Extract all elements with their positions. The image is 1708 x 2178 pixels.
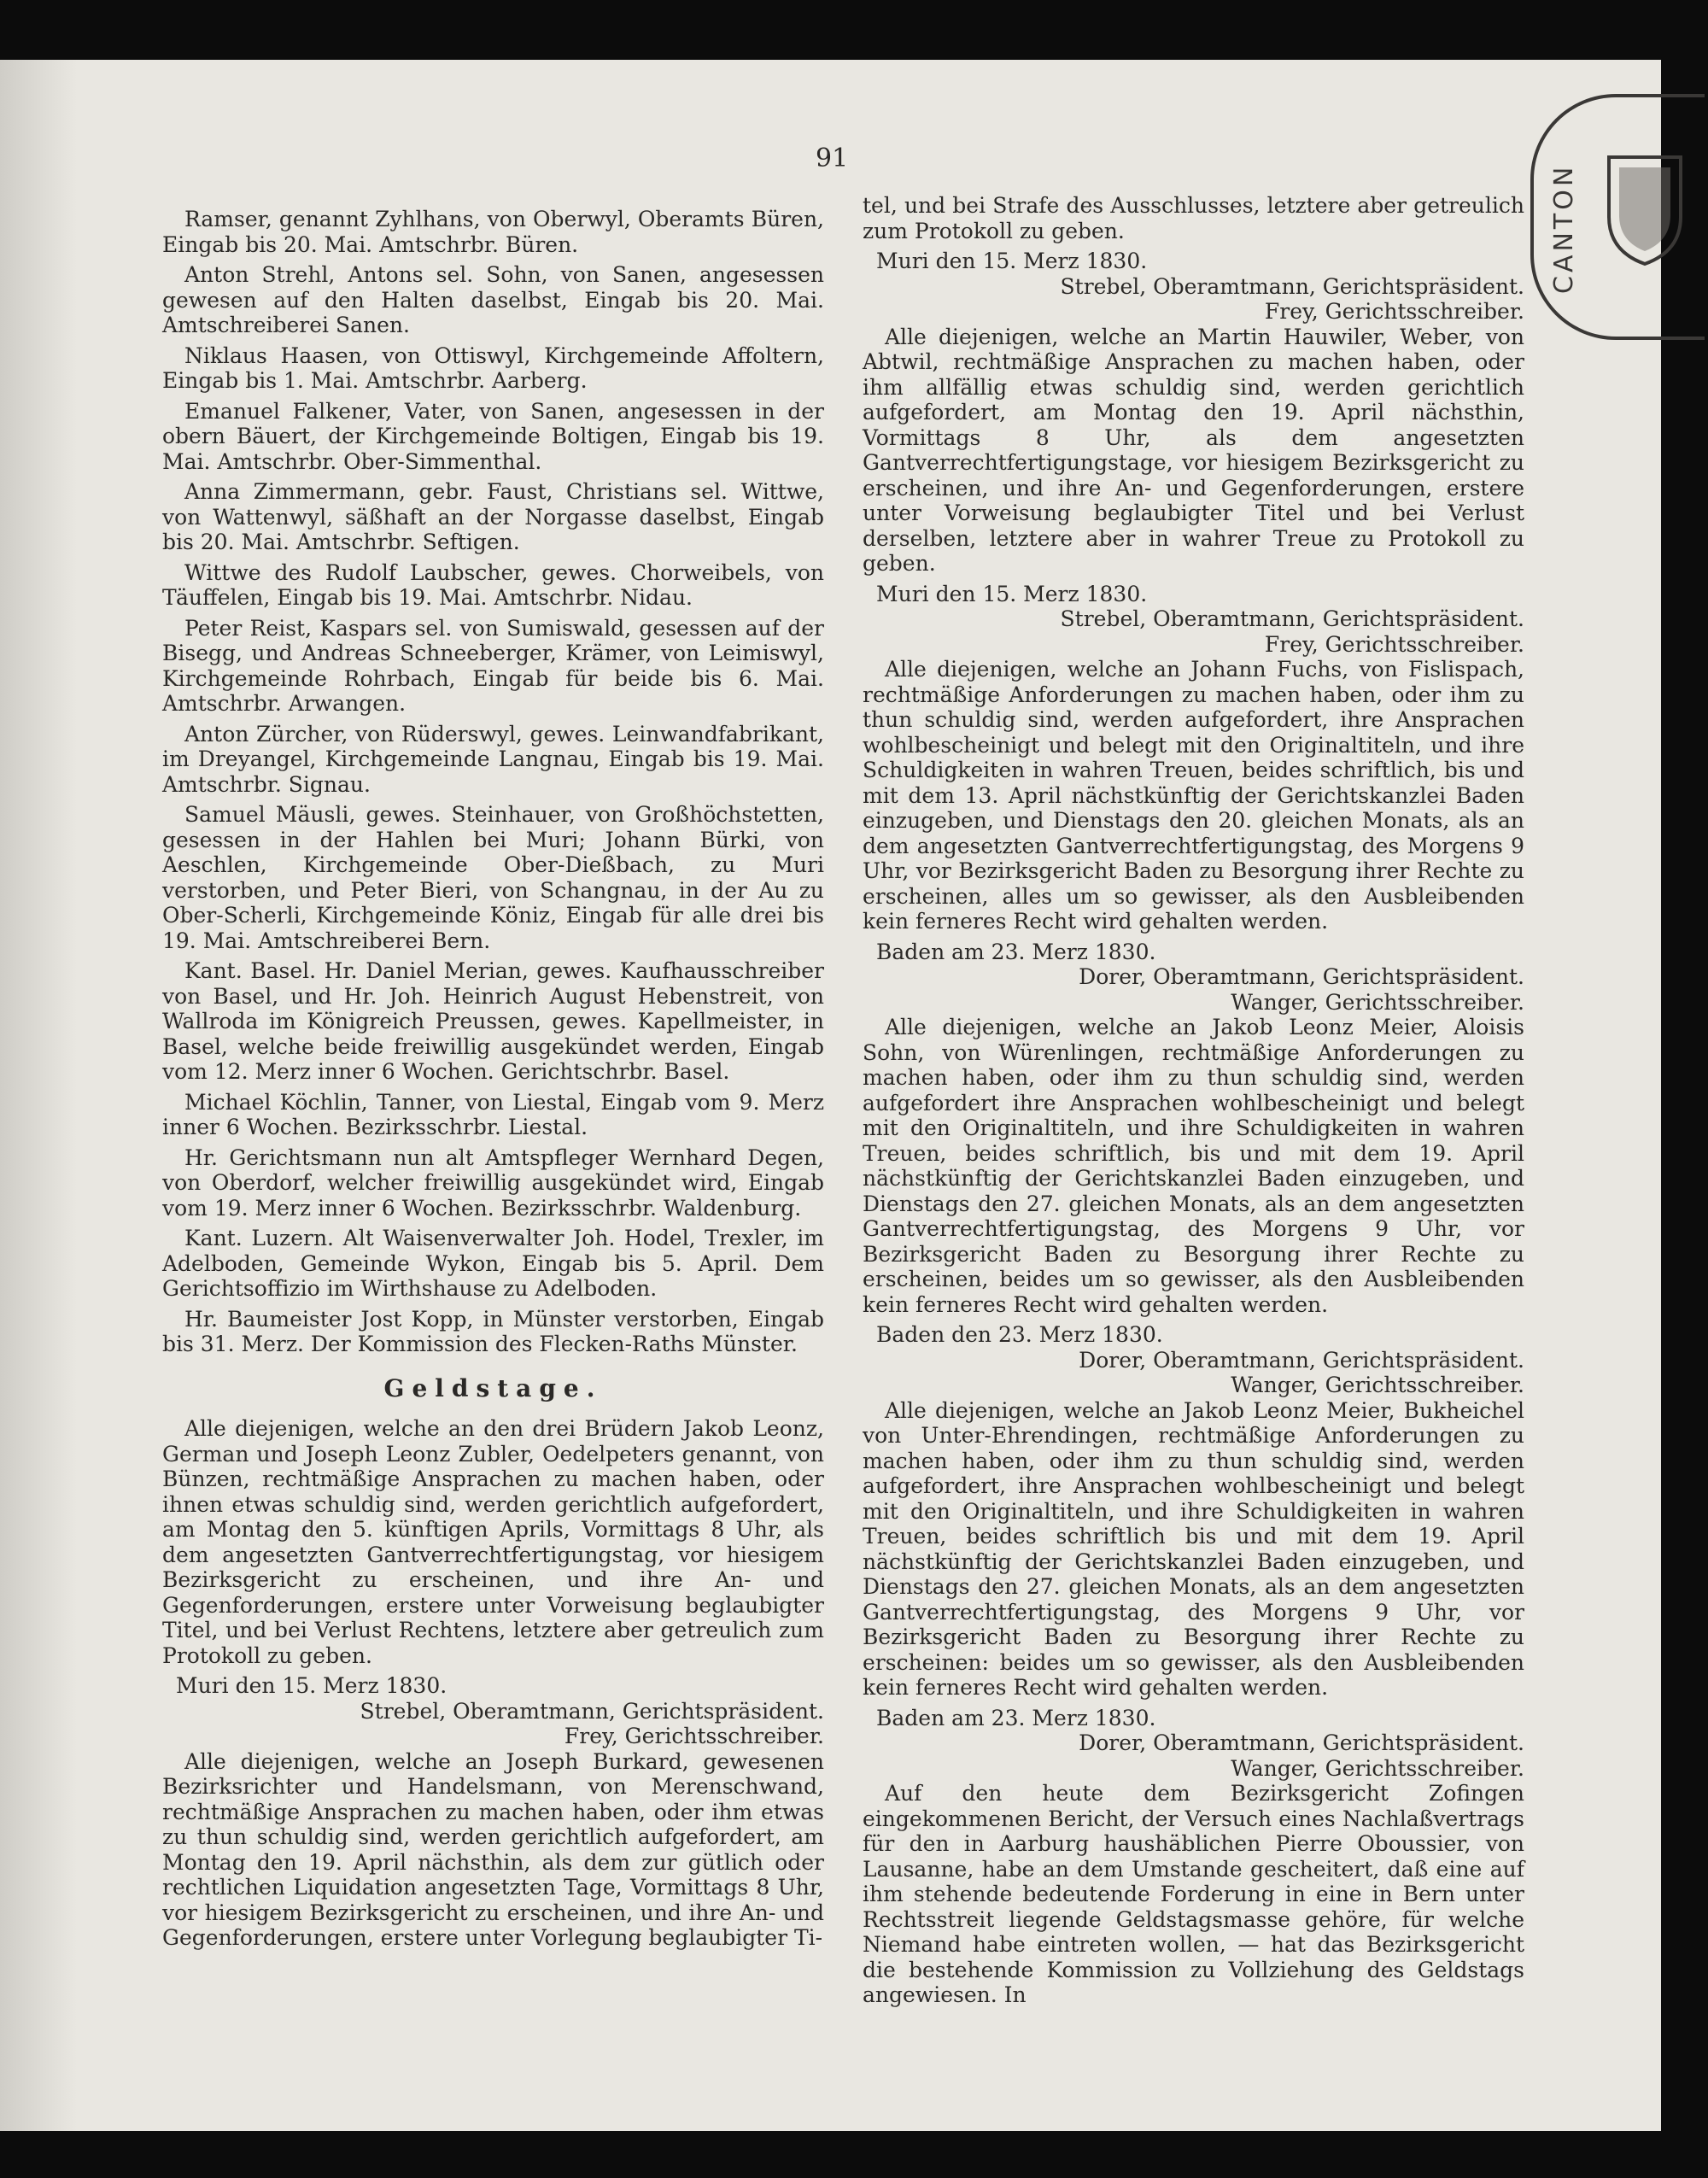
notice-paragraph: Anna Zimmermann, gebr. Faust, Christians sel. Wittwe, von Wattenwyl, säßhaft an der Norgasse daselbst, Eingab bis 20. Mai. Amtschrbr. Seftigen. xyxy=(162,479,824,554)
section-heading: Geldstage. xyxy=(383,1373,603,1402)
signature-line: Frey, Gerichtsschreiber. xyxy=(564,1724,824,1748)
notice-paragraph: Michael Köchlin, Tanner, von Liestal, Eingab vom 9. Merz inner 6 Wochen. Bezirksschrbr. Liestal. xyxy=(162,1089,824,1139)
page-number: 91 xyxy=(816,143,849,173)
notice-paragraph: Alle diejenigen, welche an Jakob Leonz Meier, Aloisis Sohn, von Würenlingen, rechtmäßige Anforderungen zu machen haben, oder ihm zu thun schuldig sind, werden aufgefordert ihre Ansprachen wohlbescheinigt und belegt mit den Originaltiteln, und ihre Schuldigkeiten in wahren Treuen, beides schriftlich, bis und mit dem 19. April nächstkünftig der Gerichtskanzlei Baden einzugeben, und Dienstags den 27. gleichen Monats, als an dem angesetzten Gantverrechtfertigungstag, des Morgens 9 Uhr, vor Bezirksgericht Baden zu Besorgung ihrer Rechte zu erscheinen, beides um so gewisser, als den Ausbleibenden kein ferneres Recht wird gehalten werden. xyxy=(863,1015,1524,1317)
signature-line: Wanger, Gerichtsschreiber. xyxy=(1231,989,1524,1015)
notice-paragraph: Anton Zürcher, von Rüderswyl, gewes. Leinwandfabrikant, im Dreyangel, Kirchgemeinde Langnau, Eingab bis 19. Mai. Amtschrbr. Signau. xyxy=(162,721,824,797)
signature-line: Wanger, Gerichtsschreiber. xyxy=(1231,1373,1524,1397)
signature-line: Strebel, Oberamtmann, Gerichtspräsident. xyxy=(1060,606,1524,631)
left-column xyxy=(162,207,824,1956)
notice-paragraph: Anton Strehl, Antons sel. Sohn, von Sanen, angesessen gewesen auf den Halten daselbst, Eingab bis 20. Mai. Amtschreiberei Sanen. xyxy=(162,262,824,337)
notice-paragraph: tel, und bei Strafe des Ausschlusses, letztere aber getreulich zum Protokoll zu geben. xyxy=(863,193,1524,243)
notice-paragraph: Alle diejenigen, welche an Jakob Leonz Meier, Bukheichel von Unter-Ehrendingen, rechtmäßige Anforderungen zu machen haben, oder ihm zu thun schuldig sind, werden aufgefordert, ihre Ansprachen wohlbescheinigt und belegt mit den Originaltiteln, und ihre Schuldigkeiten in wahren Treuen, beides schriftlich bis und mit dem 19. April nächstkünftig der Gerichtskanzlei Baden einzugeben, und Dienstags den 27. gleichen Monats, als an dem angesetzten Gantverrechtfertigungstag, des Morgens 9 Uhr, vor Bezirksgericht Baden zu Besorgung ihrer Rechte zu erscheinen: beides um so gewisser, als den Ausbleibenden kein ferneres Recht wird gehalten werden. xyxy=(863,1397,1524,1700)
notice-date: Muri den 15. Merz 1830. xyxy=(176,1673,447,1698)
shield-icon xyxy=(1602,149,1688,268)
notice-paragraph: Niklaus Haasen, von Ottiswyl, Kirchgemeinde Affoltern, Eingab bis 1. Mai. Amtschrbr. Aarberg. xyxy=(162,343,824,393)
stamp-text: CANTON xyxy=(1549,163,1579,294)
page-gutter-shadow xyxy=(0,60,77,2131)
notice-paragraph: Samuel Mäusli, gewes. Steinhauer, von Großhöchstetten, gesessen in der Hahlen bei Muri; Johann Bürki, von Aeschlen, Kirchgemeinde Ober-Dießbach, zu Muri verstorben, und Peter Bieri, von Schangnau, in der Au zu Ober-Scherli, Kirchgemeinde Köniz, Eingab für alle drei bis 19. Mai. Amtschreiberei Bern. xyxy=(162,802,824,953)
signature-line: Wanger, Gerichtsschreiber. xyxy=(1231,1755,1524,1781)
notice-paragraph: Wittwe des Rudolf Laubscher, gewes. Chorweibels, von Täuffelen, Eingab bis 19. Mai. Amtschrbr. Nidau. xyxy=(162,559,824,610)
notice-paragraph: Emanuel Falkener, Vater, von Sanen, angesessen in der obern Bäuert, der Kirchgemeinde Boltigen, Eingab bis 19. Mai. Amtschrbr. Ober-Simmenthal. xyxy=(162,398,824,474)
notice-date: Baden am 23. Merz 1830. xyxy=(876,1705,1156,1730)
notice-paragraph: Auf den heute dem Bezirksgericht Zofingen eingekommenen Bericht, der Versuch eines Nachlaßvertrags für den in Aarburg haushäblichen Pierre Oboussier, von Lausanne, habe an dem Umstande gescheitert, daß eine auf ihm stehende bedeutende Forderung in eine in Bern unter Rechtsstreit liegende Geldstagsmasse gehöre, für welche Niemand habe eintreten wollen, — hat das Bezirksgericht die bestehende Kommission zu Vollziehung des Geldstags angewiesen. In xyxy=(863,1781,1524,2007)
notice-paragraph: Peter Reist, Kaspars sel. von Sumiswald, gesessen auf der Bisegg, und Andreas Schneeberger, Krämer, von Leimiswyl, Kirchgemeinde Rohrbach, Eingab für beide bis 6. Mai. Amtschrbr. Arwangen. xyxy=(162,615,824,716)
notice-paragraph: Hr. Gerichtsmann nun alt Amtspfleger Wernhard Degen, von Oberdorf, welcher freiwillig ausgekündet wird, Eingab vom 19. Merz inner 6 Wochen. Bezirksschrbr. Waldenburg. xyxy=(162,1145,824,1221)
right-column xyxy=(863,193,1524,2013)
signature-line: Strebel, Oberamtmann, Gerichtspräsident. xyxy=(360,1698,824,1724)
signature-line: Frey, Gerichtsschreiber. xyxy=(1264,299,1524,324)
notice-date: Baden am 23. Merz 1830. xyxy=(876,939,1156,964)
notice-date: Muri den 15. Merz 1830. xyxy=(876,581,1148,606)
notice-paragraph: Alle diejenigen, welche an Joseph Burkard, gewesenen Bezirksrichter und Handelsmann, von Merenschwand, rechtmäßige Ansprachen zu machen haben, oder ihm etwas zu thun schuldig sind, werden gerichtlich aufgefordert, am Montag den 19. April nächsthin, als dem zur gütlich oder rechtlichen Liquidation angesetzten Tage, Vormittags 8 Uhr, vor hiesigem Bezirksgericht zu erscheinen, und ihre An- und Gegenforderungen, erstere unter Vorlegung beglaubigter Ti- xyxy=(162,1748,824,1950)
signature-line: Frey, Gerichtsschreiber. xyxy=(1264,631,1524,657)
notice-paragraph: Alle diejenigen, welche an Martin Hauwiler, Weber, von Abtwil, rechtmäßige Ansprachen zu machen haben, oder ihm allfällig etwas schuldig sind, werden gerichtlich aufgefordert, am Montag den 19. April nächsthin, Vormittags 8 Uhr, als dem angesetzten Gantverrechtfertigungstage, vor hiesigem Bezirksgericht zu erscheinen, und ihre An- und Gegenforderungen, erstere unter Vorweisung beglaubigter Titel und bei Verlust derselben, letztere aber in wahrer Treue zu Protokoll zu geben. xyxy=(863,324,1524,576)
signature-line: Dorer, Oberamtmann, Gerichtspräsident. xyxy=(1079,1347,1524,1373)
signature-line: Dorer, Oberamtmann, Gerichtspräsident. xyxy=(1079,964,1524,989)
signature-line: Strebel, Oberamtmann, Gerichtspräsident. xyxy=(1060,273,1524,299)
notice-paragraph: Kant. Luzern. Alt Waisenverwalter Joh. Hodel, Trexler, im Adelboden, Gemeinde Wykon, Eingab bis 5. April. Dem Gerichtsoffizio im Wirthshause zu Adelboden. xyxy=(162,1226,824,1301)
canton-stamp xyxy=(1530,94,1705,340)
notice-paragraph: Hr. Baumeister Jost Kopp, in Münster verstorben, Eingab bis 31. Merz. Der Kommission des Flecken-Raths Münster. xyxy=(162,1306,824,1356)
notice-paragraph: Alle diejenigen, welche an Johann Fuchs, von Fislispach, rechtmäßige Anforderungen zu machen haben, oder ihm zu thun schuldig sind, werden aufgefordert, ihre Ansprachen wohlbescheinigt und belegt mit den Originaltiteln, und ihre Schuldigkeiten in wahren Treuen, beides schriftlich, bis und mit dem 13. April nächstkünftig der Gerichtskanzlei Baden einzugeben, und Dienstags den 20. gleichen Monats, als an dem angesetzten Gantverrechtfertigungstag, des Morgens 9 Uhr, vor Bezirksgericht Baden zu Besorgung ihrer Rechte zu erscheinen, alles um so gewisser, als den Ausbleibenden kein ferneres Recht wird gehalten werden. xyxy=(863,657,1524,934)
notice-paragraph: Ramser, genannt Zyhlhans, von Oberwyl, Oberamts Büren, Eingab bis 20. Mai. Amtschrbr. Büren. xyxy=(162,207,824,257)
notice-date: Baden den 23. Merz 1830. xyxy=(876,1322,1163,1347)
notice-date: Muri den 15. Merz 1830. xyxy=(876,249,1148,273)
notice-paragraph: Alle diejenigen, welche an den drei Brüdern Jakob Leonz, German und Joseph Leonz Zubler, Oedelpeters genannt, von Bünzen, rechtmäßige Ansprachen zu machen haben, oder ihnen etwas schuldig sind, werden gerichtlich aufgefordert, am Montag den 5. künftigen Aprils, Vormittags 8 Uhr, als dem angesetzten Gantverrechtfertigungstag, vor hiesigem Bezirksgericht zu erscheinen, und ihre An- und Gegenforderungen, erstere unter Vorweisung beglaubigter Titel, und bei Verlust Rechtens, letztere aber getreulich zum Protokoll zu geben. xyxy=(162,1416,824,1668)
signature-line: Dorer, Oberamtmann, Gerichtspräsident. xyxy=(1079,1730,1524,1755)
notice-paragraph: Kant. Basel. Hr. Daniel Merian, gewes. Kaufhausschreiber von Basel, und Hr. Joh. Heinrich August Hebenstreit, von Wallroda im Königreich Preussen, gewes. Kapellmeister, in Basel, welche beide freiwillig ausgekündet werden, Eingab vom 12. Merz inner 6 Wochen. Gerichtschrbr. Basel. xyxy=(162,958,824,1084)
